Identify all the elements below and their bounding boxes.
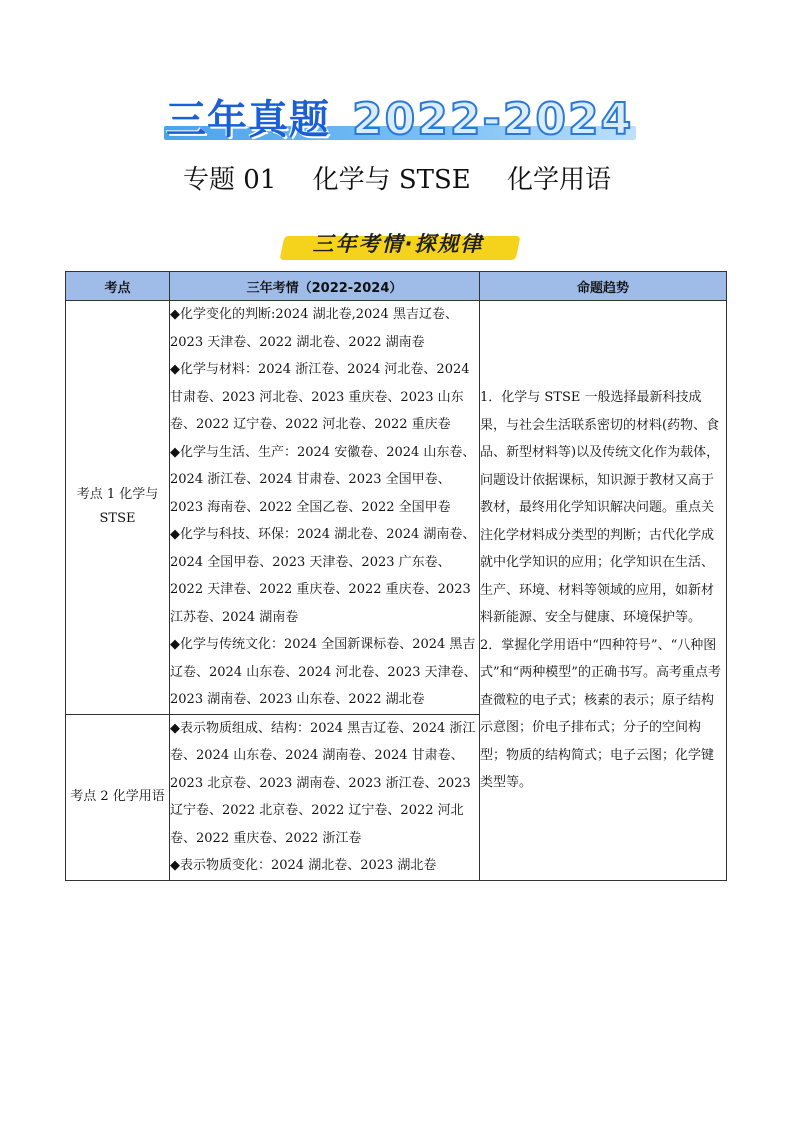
list-item: ◆化学与传统文化：2024 全国新课标卷、2024 黑吉辽卷、2024 山东卷、2024 河北卷、2023 天津卷、2023 湖南卷、2023 山东卷、2022 湖北卷 (170, 637, 477, 707)
topic-cell: 考点 1 化学与 STSE (66, 301, 170, 715)
exam-list-cell (170, 301, 480, 715)
list-item: ◆化学变化的判断:2024 湖北卷,2024 黑吉辽卷、2023 天津卷、2022 湖北卷、2022 湖南卷 (170, 307, 458, 350)
header-trend: 命题趋势 (480, 272, 727, 301)
list-item: ◆化学与材料：2024 浙江卷、2024 河北卷、2024 甘肃卷、2023 河北卷、2023 重庆卷、2023 山东卷、2022 辽宁卷、2022 河北卷、2022 重庆卷 (170, 362, 470, 432)
exam-list-cell (170, 714, 480, 880)
trend-paragraph: 1．化学与 STSE 一般选择最新科技成果，与社会生活联系密切的材料(药物、食品、新型材料等)以及传统文化作为载体，问题设计依据课标，知识源于教材又高于教材，最终用化学知识解决问题。重点关注化学材料成分类型的判断；古代化学成就中化学知识的应用；化学知识在生活、生产、环境、材料等领域的应用，如新材料新能源、安全与健康、环境保护等。 (480, 390, 720, 625)
list-item: ◆表示物质变化：2024 湖北卷、2023 湖北卷 (170, 858, 437, 873)
table-header-row (66, 272, 727, 301)
title-topic-stse: 化学与 STSE (312, 165, 471, 195)
exam-summary-table (65, 271, 727, 881)
banner-title (160, 96, 636, 148)
list-item: ◆化学与科技、环保：2024 湖北卷、2024 湖南卷、2024 全国甲卷、2023 天津卷、2023 广东卷、2022 天津卷、2022 重庆卷、2022 重庆卷、2023 江苏卷、2024 湖南卷 (170, 527, 476, 625)
list-item: ◆化学与生活、生产：2024 安徽卷、2024 山东卷、2024 浙江卷、2024 甘肃卷、2023 全国甲卷、2023 海南卷、2022 全国乙卷、2022 全国甲卷 (170, 444, 476, 515)
table-row (66, 301, 727, 715)
title-topic-terms: 化学用语 (507, 165, 612, 195)
header-exam-history: 三年考情（2022-2024） (170, 272, 480, 301)
badge-label: 三年考情·探规律 (312, 232, 484, 256)
list-item: ◆表示物质组成、结构：2024 黑吉辽卷、2024 浙江卷、2024 山东卷、2024 湖南卷、2024 甘肃卷、2023 北京卷、2023 湖南卷、2023 浙江卷、2023 辽宁卷、2022 北京卷、2022 辽宁卷、2022 河北卷、2022 重庆卷、2022 浙江卷 (170, 720, 476, 846)
header-topic: 考点 (66, 272, 170, 301)
page-title (0, 160, 794, 200)
topic-cell: 考点 2 化学用语 (66, 714, 170, 880)
section-badge (276, 228, 520, 262)
banner-title-years: 2022-2024 (352, 94, 634, 145)
title-topic-number: 专题 01 (182, 165, 277, 195)
trend-paragraph: 2．掌握化学用语中“四种符号”、“八种图式”和“两种模型”的正确书写。高考重点考查微粒的电子式；核素的表示；原子结构示意图；价电子排布式；分子的空间构型；物质的结构简式；电子云图；化学键类型等。 (480, 637, 721, 790)
banner-title-cn: 三年真题 (166, 97, 330, 143)
trend-cell (480, 301, 727, 881)
